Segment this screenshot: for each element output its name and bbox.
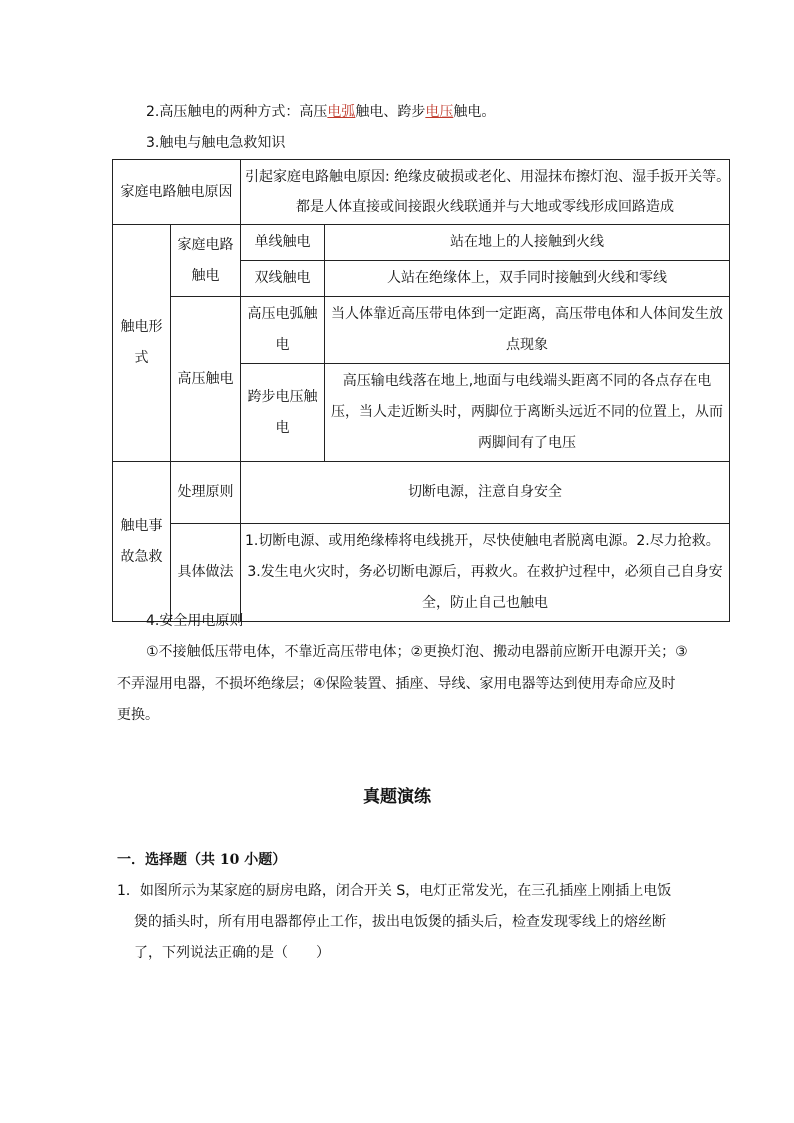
term-voltage: 电压	[425, 104, 454, 120]
arc-desc: 当人体靠近高压带电体到一定距离，高压带电体和人体间发生放点现象	[325, 297, 730, 364]
question-1-line-1: 1．如图所示为某家庭的厨房电路，闭合开关 S，电灯正常发光，在三孔插座上刚插上电饭	[117, 883, 672, 899]
safety-principles-line-2: 不弄湿用电器，不损坏绝缘层；④保险装置、插座、导线、家用电器等达到使用寿命应及时	[117, 676, 676, 692]
step-voltage-desc: 高压输电线落在地上,地面与电线端头距离不同的各点存在电压，当人走近断头时，两脚位于离断头远近不同的位置上，从而两脚间有了电压	[325, 364, 730, 462]
arc-label: 高压电弧触电	[241, 297, 325, 364]
cause-text-2: 都是人体直接或间接跟火线联通并与大地或零线形成回路造成	[296, 199, 674, 215]
double-line-desc: 人站在绝缘体上，双手同时接触到火线和零线	[325, 261, 730, 297]
method-desc-1: 1.切断电源、或用绝缘棒将电线挑开，尽快使触电者脱离电源。2.尽力抢救。	[245, 533, 720, 549]
high-voltage-label: 高压触电	[171, 297, 241, 462]
section-title: 真题演练	[363, 787, 431, 807]
question-1-line-2: 煲的插头时，所有用电器都停止工作，拔出电饭煲的插头后，检查发现零线上的熔丝断	[134, 914, 666, 930]
method-cell	[241, 524, 730, 622]
cause-label: 家庭电路触电原因	[113, 160, 241, 225]
knowledge-point-4: 4.安全用电原则	[146, 613, 244, 629]
principle-desc: 切断电源，注意自身安全	[241, 462, 730, 524]
principle-label: 处理原则	[171, 462, 241, 524]
text-segment: 触电。	[453, 104, 496, 120]
term-arc: 电弧	[327, 104, 356, 120]
safety-principles-line-1: ①不接触低压带电体，不靠近高压带电体；②更换灯泡、搬动电器前应断开电源开关；③	[146, 644, 688, 660]
cause-text-1: 引起家庭电路触电原因: 绝缘皮破损或老化、用湿抹布擦灯泡、湿手扳开关等。	[245, 169, 731, 185]
knowledge-point-3: 3.触电与触电急救知识	[146, 135, 286, 151]
question-group-heading: 一．选择题（共 10 小题）	[117, 852, 287, 868]
electric-shock-table	[112, 159, 730, 622]
knowledge-point-2	[146, 102, 495, 122]
method-desc-2: 3.发生电火灾时，务必切断电源后，再救火。在救护过程中，必须自己自身安全，防止自己也触电	[247, 564, 723, 611]
single-line-desc: 站在地上的人接触到火线	[325, 225, 730, 261]
double-line-label: 双线触电	[241, 261, 325, 297]
text-segment: 触电、跨步	[355, 104, 426, 120]
step-voltage-label: 跨步电压触电	[241, 364, 325, 462]
forms-label: 触电形式	[113, 225, 171, 462]
single-line-label: 单线触电	[241, 225, 325, 261]
rescue-label: 触电事故急救	[113, 462, 171, 622]
question-1-line-3: 了，下列说法正确的是（ ）	[134, 945, 330, 961]
method-label: 具体做法	[171, 524, 241, 622]
safety-principles-line-3: 更换。	[117, 707, 159, 723]
household-label: 家庭电路触电	[171, 225, 241, 297]
text-segment: 2.高压触电的两种方式：高压	[146, 104, 328, 120]
cause-cell	[241, 160, 730, 225]
